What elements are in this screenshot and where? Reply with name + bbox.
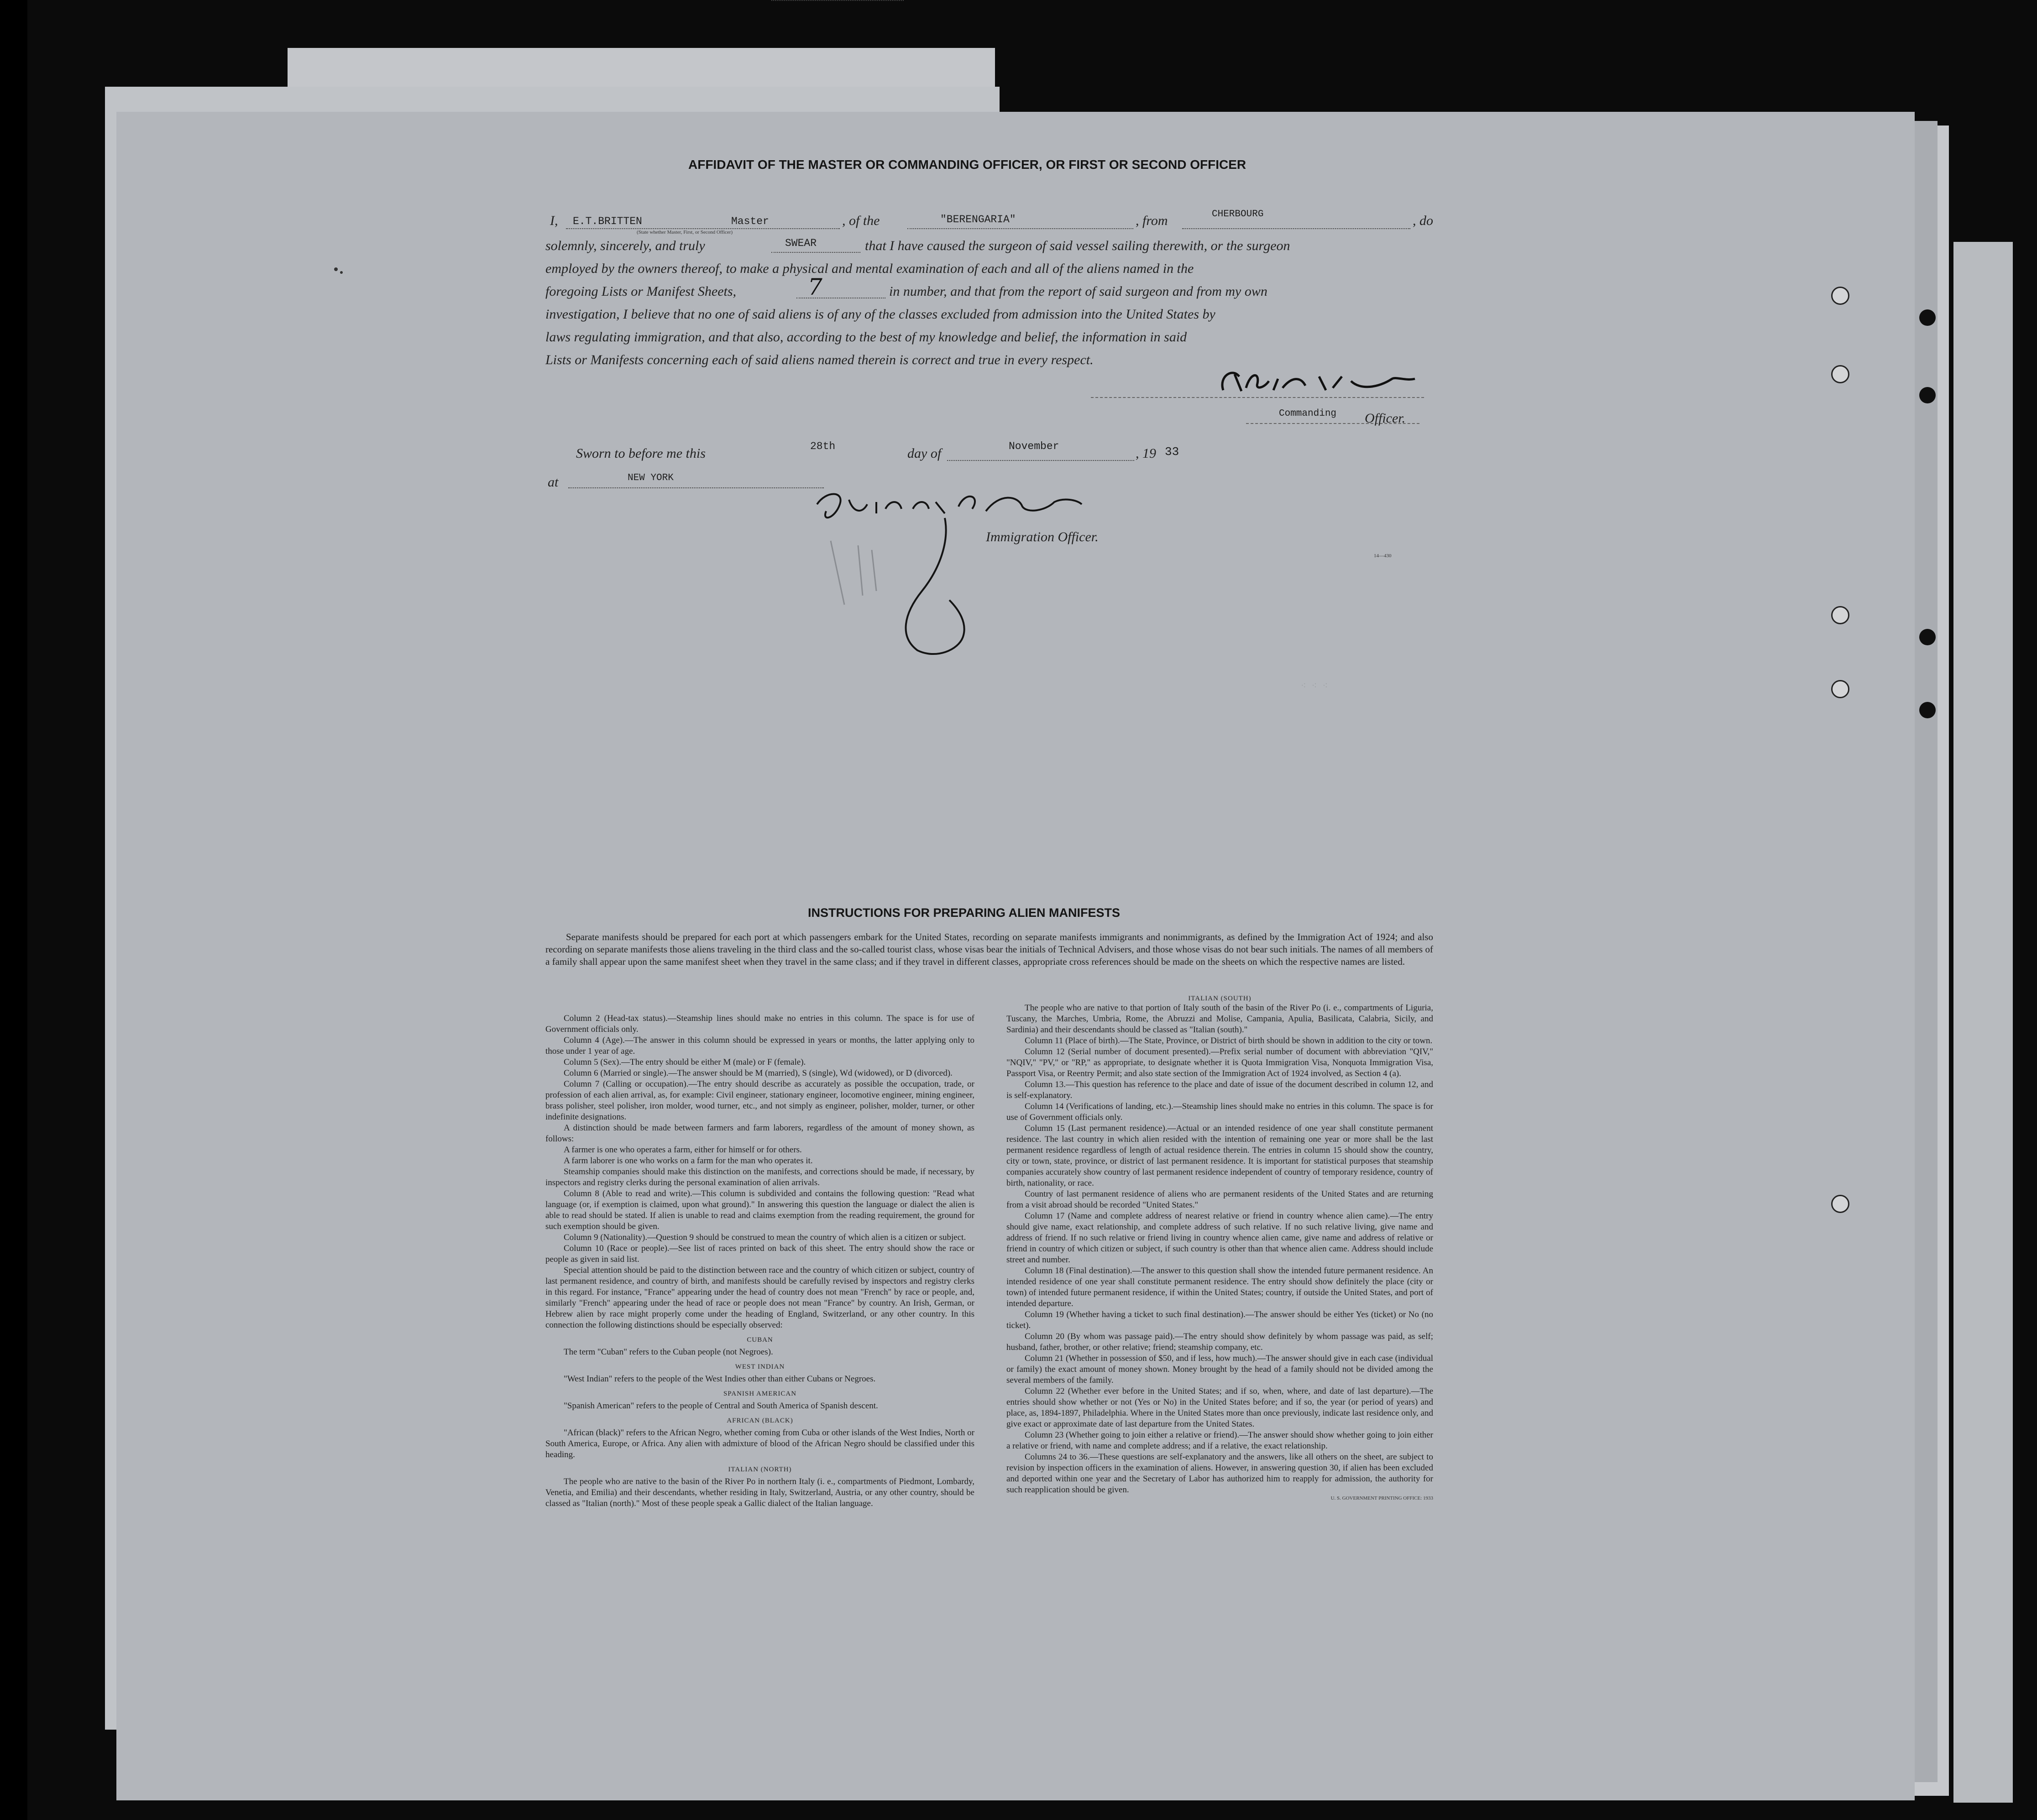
instruction-paragraph: Columns 24 to 36.—These questions are self-explanatory and the answers, like all others on the sheet, are subject to revision by inspection officers in the examination of aliens. However, in answering question 30, if alien has been excluded and deported within one year and the Secretary of Labor has authorized him to reapply for admission, the authority for such reapplication should be given. [1006,1452,1433,1495]
instruction-paragraph: Steamship companies should make this distinction on the manifests, and corrections should be made, if necessary, by inspectors and registry clerks during the personal examination of alien arrivals. [545,1167,974,1187]
port-fill-line [1182,228,1410,229]
affidavit-line5: investigation, I believe that no one of said aliens is of any of the classes excluded from admission into the United States by [545,307,1215,322]
punch-hole-icon [1831,606,1849,624]
affidavit-i-prefix: I, [550,213,558,228]
affidavit-of-the: , of the [842,213,880,228]
punch-hole-icon [1919,387,1936,403]
sheet-count: 7 [808,274,822,300]
instruction-paragraph: Column 23 (Whether going to join either a relative or friend).—The answer should show whether going to join either a relative or friend, with name and complete address; and if a relative, the exact relationship. [1006,1430,1433,1451]
instruction-paragraph: A farmer is one who operates a farm, either for himself or for others. [564,1145,802,1155]
instruction-paragraph: Special attention should be paid to the distinction between race and the country of which citizen or subject, country of last permanent residence, and country of birth, and manifests should be carefully revised by inspectors and registry clerks in this regard. For instance, "France" appearing under the head of country does not mean "French" by race or people, and, similarly "French" appearing under the head of race or people does not mean "France" by country. An Irish, German, or Hebrew alien by race might properly come under the heading of England, Switzerland, or any other country. In this connection the following distinctions should be especially observed: [545,1266,974,1330]
west-indian-definition: "West Indian" refers to the people of the West Indies other than either Cubans or Negroes. [564,1374,876,1384]
affidavit-line3: employed by the owners thereof, to make a physical and mental examination of each and all of the aliens named in the [545,261,1194,276]
instruction-paragraph: Column 9 (Nationality).—Question 9 should be construed to mean the country of which alien is a citizen or subject. [564,1233,966,1242]
punch-hole-icon [1831,287,1849,305]
punch-hole-icon [1919,702,1936,718]
instruction-paragraph: Country of last permanent residence of aliens who are permanent residents of the United States and are returning from a visit abroad should be recorded "United States." [1006,1189,1433,1210]
instruction-paragraph: Column 18 (Final destination).—The answer to this question shall show the intended future permanent residence. An intended residence of one year shall constitute permanent residence. The entry should show definitely the place (city or town) of intended future permanent residence, if within the United States; country, if outside the United States, and port of intended departure. [1006,1266,1433,1308]
west-indian-heading: WEST INDIAN [735,1363,785,1370]
affidavit-line2-start: solemnly, sincerely, and truly [545,238,705,253]
immigration-officer-signature [808,486,1091,659]
affidavit-line6: laws regulating immigration, and that also, according to the best of my knowledge and belief, the information in said [545,329,1187,345]
sworn-day-of: day of [907,446,942,461]
departure-port: CHERBOURG [1212,209,1264,220]
master-name: E.T.BRITTEN [573,215,642,227]
punch-hole-icon [1831,1195,1849,1213]
month-fill-line [947,460,1134,461]
punch-hole-icon [1919,629,1936,645]
name-fill-line [566,228,840,229]
cuban-definition: The term "Cuban" refers to the Cuban people (not Negroes). [564,1347,773,1357]
italian-north-heading: ITALIAN (NORTH) [728,1466,792,1473]
edge-strip-far [1953,242,2013,1803]
affidavit-line4-rest: in number, and that from the report of said surgeon and from my own [889,284,1267,299]
sworn-at: at [548,475,559,490]
instruction-paragraph: Column 11 (Place of birth).—The State, Province, or District of birth should be shown in addition to the city or town. [1025,1036,1433,1046]
punch-hole-icon [1831,365,1849,383]
vessel-name: "BERENGARIA" [940,214,1016,225]
instruction-paragraph: A distinction should be made between farmers and farm laborers, regardless of the amount of money shown, as follows: [545,1123,974,1144]
instructions-left-column [545,1013,974,1509]
instructions-right-column [1006,995,1433,1501]
spanish-american-definition: "Spanish American" refers to the people of Central and South America of Spanish descent. [564,1401,878,1411]
instruction-paragraph: Column 21 (Whether in possession of $50, and if less, how much).—The answer should give in each case (individual or family) the exact amount of money shown. Money brought by the head of a family should not be divided among the several members of the family. [1006,1354,1433,1385]
instruction-paragraph: Column 14 (Verifications of landing, etc.).—Steamship lines should make no entries in this column. The space is for use of Government officials only. [1006,1102,1433,1122]
instruction-paragraph: Column 10 (Race or people).—See list of races printed on back of this sheet. The entry should show the race or people as given in said list. [545,1244,974,1264]
instructions-intro: Separate manifests should be prepared for each port at which passengers embark for the United States, recording on separate manifests immigrants and nonimmigrants, as defined by the Immigration Act of 1924; and also recording on separate manifests those aliens traveling in the third class and the so-called tourist class, whose visas bear the initials of Technical Advisers, and those whose visas do not bear such initials. The names of all members of a family shall appear upon the same manifest sheet when they travel in the same class; and if they travel in different classes, appropriate cross references should be made on the sheets on which the respective names are listed. [545,931,1433,967]
sworn-place: NEW YORK [628,473,674,483]
instruction-paragraph: Column 22 (Whether ever before in the United States; and if so, when, where, and date of last departure).—The entries should show whether or not (Yes or No) in the United States before; and if so, the year (or period of years) and place, as, 1894-1897, Philadelphia. Where in the United States more than once previously, indicate last residence only, and give exact or approximate date of last departure from the United States. [1006,1386,1433,1429]
oath-fill-line [771,252,860,253]
ink-speck [340,271,343,274]
form-number: 14—430 [1374,553,1392,559]
place-fill-line [568,487,824,488]
cuban-heading: CUBAN [747,1336,773,1344]
sworn-year: 33 [1165,445,1179,459]
affidavit-title: AFFIDAVIT OF THE MASTER OR COMMANDING OFFICER, OR FIRST OR SECOND OFFICER [688,157,1246,172]
instruction-paragraph: Column 6 (Married or single).—The answer should be M (married), S (single), Wd (widowed), or D (divorced). [564,1068,953,1078]
instruction-paragraph: Column 4 (Age).—The answer in this column should be expressed in years or months, the latter applying only to those under 1 year of age. [545,1036,974,1056]
instruction-paragraph: Column 2 (Head-tax status).—Steamship lines should make no entries in this column. The space is for use of Government officials only. [545,1014,974,1034]
punch-hole-icon [1831,680,1849,698]
vessel-fill-line [907,228,1133,229]
african-black-definition: "African (black)" refers to the African Negro, whether coming from Cuba or other islands of the West Indies, North or South America, Europe, or Africa. Any alien with admixture of blood of the African Negro should be classified under this heading. [545,1428,974,1459]
italian-north-definition: The people who are native to the basin of the River Po in northern Italy (i. e., compartments of Piedmont, Lombardy, Venetia, and Emilia) and their descendants, whether residing in Italy, Switzerland, Austria, or any other country, should be classed as "Italian (north)." Most of these people speak a Gallic dialect of the Italian language. [545,1477,974,1508]
sworn-day: 28th [810,440,836,452]
instruction-paragraph: Column 12 (Serial number of document presented).—Prefix serial number of document with abbreviation "QIV," "NQIV," "PV," or "RP," as appropriate, to designate whether it is Quota Immigration Visa, Nonquota Immigration Visa, Passport Visa, or Reentry Permit; and also state section of the Immigration Act of 1924 involved, as Section 4 (a). [1006,1047,1433,1078]
immigration-officer-label: Immigration Officer. [986,529,1099,544]
master-signature [1214,363,1424,399]
affidavit-line2-rest: that I have caused the surgeon of said vessel sailing therewith, or the surgeon [865,238,1290,253]
oath-word: SWEAR [785,237,817,249]
affidavit-line4-start: foregoing Lists or Manifest Sheets, [545,284,737,299]
day-fill-line [771,0,904,1]
instruction-paragraph: Column 19 (Whether having a ticket to such final destination).—The answer should be either Yes (ticket) or No (no ticket). [1006,1310,1433,1330]
sworn-prefix: Sworn to before me this [576,446,706,461]
affidavit-do: , do [1413,213,1433,228]
instruction-paragraph: Column 13.—This question has reference to the place and date of issue of the document described in column 12, and is self-explanatory. [1006,1080,1433,1100]
signature-line [1091,397,1424,398]
african-black-heading: AFRICAN (BLACK) [727,1417,793,1424]
affidavit-line7: Lists or Manifests concerning each of said aliens named therein is correct and true in every respect. [545,352,1094,367]
italian-south-heading: ITALIAN (SOUTH) [1188,995,1252,1002]
rank-note: (State whether Master, First, or Second Officer) [637,230,733,235]
instruction-paragraph: Column 15 (Last permanent residence).—Actual or an intended residence of one year shall constitute permanent residence. The last country in which alien resided with the intention of remaining one year or more shall be the last permanent residence regardless of length of actual residence therein. The entries in column 15 should show the country, city or town, state, province, or district of last permanent residence. It is important for statistical purposes that steamship companies accurately show country of last permanent residence independent of country of temporary residence, country of birth, nationality, or race. [1006,1124,1433,1188]
instruction-paragraph: Column 20 (By whom was passage paid).—The entry should show definitely by whom passage was paid, as self; husband, father, brother, or other relative; friend; steamship company, etc. [1006,1332,1433,1352]
master-rank: Master [731,215,769,227]
instructions-title: INSTRUCTIONS FOR PREPARING ALIEN MANIFESTS [808,906,1121,920]
spanish-american-heading: SPANISH AMERICAN [723,1390,797,1397]
officer-title-typed: Commanding [1279,408,1337,419]
faint-stamp: ⁖ ⁖ ⁖ [1301,681,1328,692]
sworn-month: November [1009,440,1059,452]
instruction-paragraph: Column 17 (Name and complete address of nearest relative or friend in country whence alien came).—The entry should give name, exact relationship, and complete address of such relative. If no such relative living, give name and address of friend. If no such relative or friend living in country whence alien came, give name and address of relative or friend in country of which citizen or subject, if such country is other than that whence alien came. Address should include street and number. [1006,1211,1433,1265]
printing-office-note: U. S. GOVERNMENT PRINTING OFFICE: 1933 [1330,1496,1433,1501]
instruction-paragraph: Column 5 (Sex).—The entry should be either M (male) or F (female). [564,1057,806,1067]
punch-hole-icon [1919,309,1936,326]
affidavit-from: , from [1136,213,1168,228]
sworn-year-prefix: , 19 [1136,446,1156,461]
ink-speck [334,267,338,271]
instruction-paragraph: The people who are native to that portion of Italy south of the basin of the River Po (i. e., compartments of Liguria, Tuscany, the Marches, Umbria, Rome, the Abruzzi and Molise, Campania, Apulia, Basilicata, Calabria, Sicily, and Sardinia) and their descendants should be classed as "Italian (south)." [1006,1003,1433,1035]
left-black-border [0,0,27,1820]
officer-suffix: Officer. [1365,411,1406,426]
instruction-paragraph: Column 8 (Able to read and write).—This column is subdivided and contains the following question: "Read what language (or, if exemption is claimed, upon what ground)." In answering this question the language or dialect the alien is able to read should be stated. If alien is unable to read and claims exemption from the reading requirement, the ground for such exemption should be given. [545,1189,974,1231]
instruction-paragraph: A farm laborer is one who works on a farm for the man who operates it. [564,1156,813,1166]
instruction-paragraph: Column 7 (Calling or occupation).—The entry should describe as accurately as possible the occupation, trade, or profession of each alien arrival, as, for example: Civil engineer, stationary engineer, locomotive engineer, mining engineer, brass polisher, steel polisher, iron molder, wood turner, etc., and not simply as engineer, polisher, molder, turner, or other indefinite designations. [545,1079,974,1122]
